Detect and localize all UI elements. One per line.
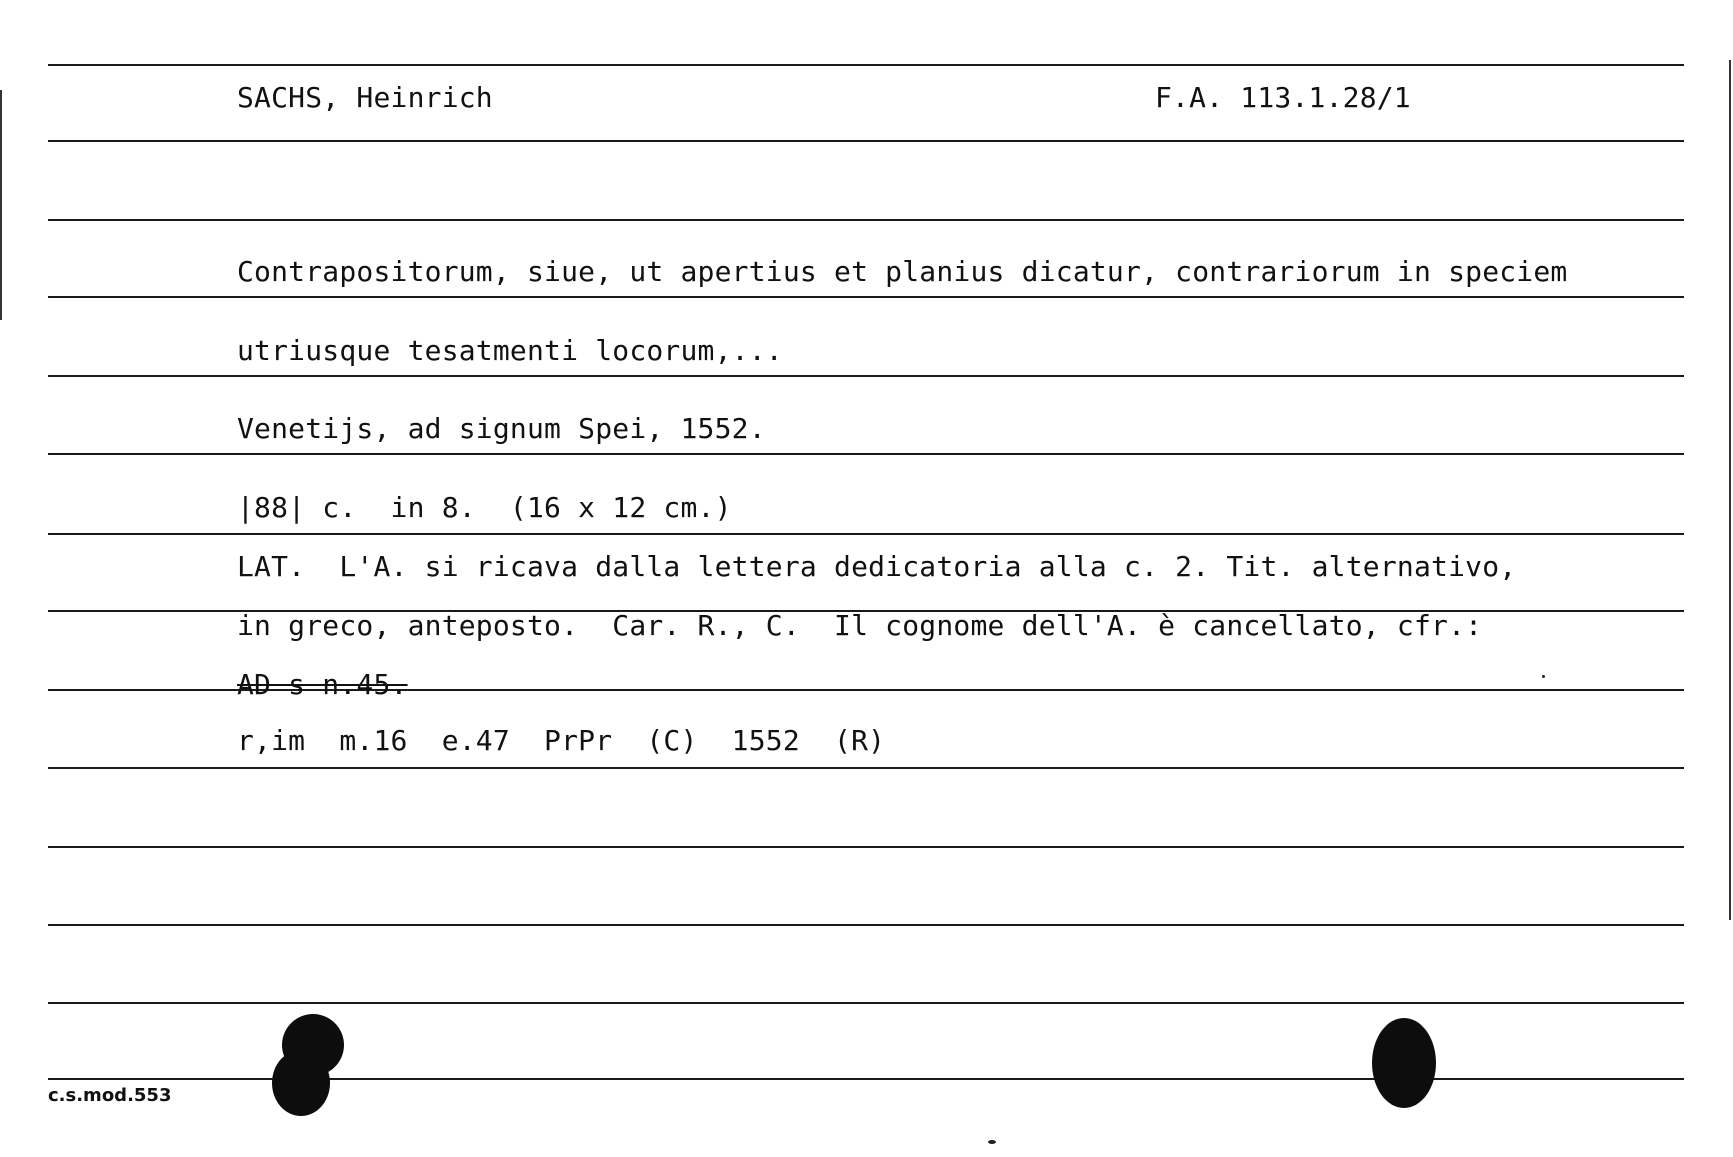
imprint: Venetijs, ad signum Spei, 1552. (237, 412, 766, 445)
form-code: c.s.mod.553 (48, 1085, 172, 1106)
card-right-edge (1729, 60, 1731, 920)
title-line-1: Contrapositorum, siue, ut apertius et planius dicatur, contrariorum in speciem (237, 255, 1568, 288)
notes-line-1: LAT. L'A. si ricava dalla lettera dedicatoria alla c. 2. Tit. alternativo, (237, 550, 1517, 583)
ruled-line (48, 846, 1684, 848)
title-line-2: utriusque tesatmenti locorum,... (237, 334, 783, 367)
ruled-line (48, 767, 1684, 769)
ruled-line (48, 296, 1684, 298)
notes-line-2: in greco, anteposto. Car. R., C. Il cognome dell'A. è cancellato, cfr.: (237, 609, 1483, 642)
speck (1542, 675, 1545, 678)
speck (988, 1140, 996, 1144)
shelfmark: F.A. 113.1.28/1 (1155, 81, 1411, 114)
punch-hole-right (1372, 1018, 1436, 1108)
ruled-line (48, 924, 1684, 926)
ruled-line (48, 219, 1684, 221)
ruled-line (48, 453, 1684, 455)
ruled-line (48, 64, 1684, 66)
ruled-line (48, 140, 1684, 142)
ruled-line (48, 533, 1684, 535)
author-heading: SACHS, Heinrich (237, 81, 493, 114)
punch-hole-left-lower (272, 1050, 330, 1116)
notes-line-3: AD s n.45. (237, 668, 408, 701)
ruled-line (48, 375, 1684, 377)
collation: |88| c. in 8. (16 x 12 cm.) (237, 491, 732, 524)
fingerprint: r,im m.16 e.47 PrPr (C) 1552 (R) (237, 724, 886, 757)
card-left-edge (0, 90, 2, 320)
ruled-line (48, 1002, 1684, 1004)
